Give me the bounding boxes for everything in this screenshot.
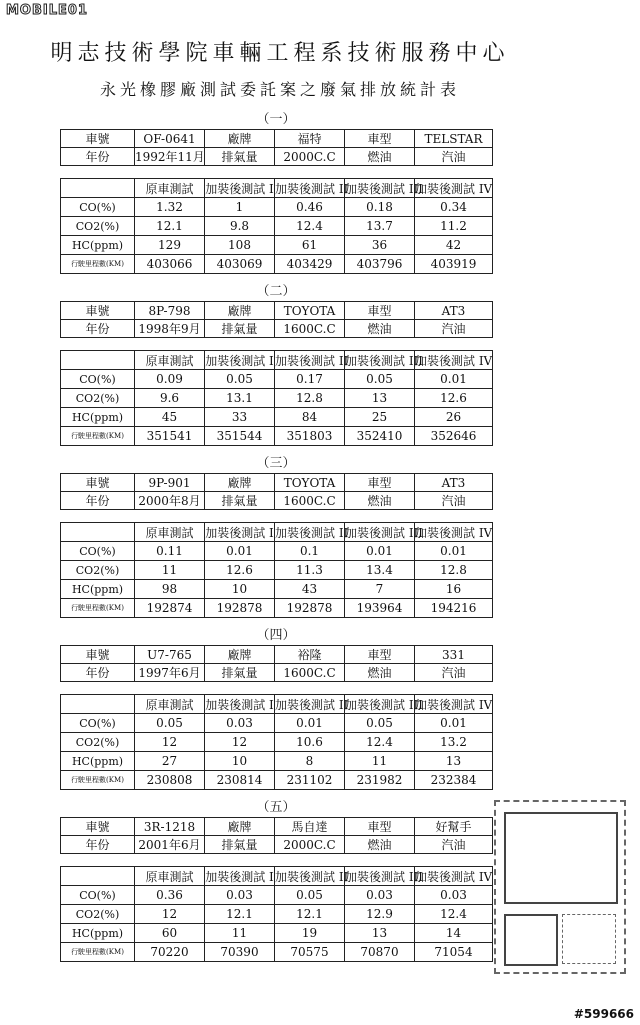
info-row xyxy=(61,130,493,148)
info-value-cell: 3R-1218 xyxy=(135,818,205,836)
value-cell: 45 xyxy=(135,408,205,427)
value-cell: 0.05 xyxy=(205,370,275,389)
info-label-cell: 車號 xyxy=(61,130,135,148)
table-row xyxy=(61,542,493,561)
column-header-cell: 原車測試 xyxy=(135,523,205,542)
info-label-cell: 燃油 xyxy=(345,492,415,510)
value-cell: 230814 xyxy=(205,771,275,790)
info-label-cell: 廠牌 xyxy=(205,130,275,148)
info-row xyxy=(61,836,493,854)
value-cell: 71054 xyxy=(415,943,493,962)
info-label-cell: 年份 xyxy=(61,148,135,166)
column-header-cell: 加裝後測試 II xyxy=(275,523,345,542)
value-cell: 0.17 xyxy=(275,370,345,389)
column-header-cell: 加裝後測試 I xyxy=(205,867,275,886)
value-cell: 11 xyxy=(345,752,415,771)
info-label-cell: 車型 xyxy=(345,818,415,836)
row-label-cell: 行駛里程數(KM) xyxy=(61,771,135,790)
table-row xyxy=(61,255,493,274)
seal-small-box xyxy=(504,914,558,966)
info-value-cell: 1600C.C xyxy=(275,320,345,338)
row-label-cell: CO2(%) xyxy=(61,905,135,924)
value-cell: 351803 xyxy=(275,427,345,446)
data-header-row xyxy=(61,695,493,714)
info-row xyxy=(61,646,493,664)
info-value-cell: 汽油 xyxy=(415,664,493,682)
column-header-cell: 加裝後測試 I xyxy=(205,523,275,542)
column-header-cell: 加裝後測試 I xyxy=(205,695,275,714)
value-cell: 231102 xyxy=(275,771,345,790)
info-value-cell: 好幫手 xyxy=(415,818,493,836)
info-value-cell: 汽油 xyxy=(415,320,493,338)
column-header-cell: 加裝後測試 IV xyxy=(415,523,493,542)
value-cell: 403429 xyxy=(275,255,345,274)
info-value-cell: 1600C.C xyxy=(275,492,345,510)
info-label-cell: 燃油 xyxy=(345,148,415,166)
vehicle-info-table xyxy=(60,817,493,854)
value-cell: 230808 xyxy=(135,771,205,790)
value-cell: 12 xyxy=(205,733,275,752)
column-header-cell xyxy=(61,695,135,714)
info-label-cell: 排氣量 xyxy=(205,320,275,338)
seal-main-box xyxy=(504,812,618,904)
value-cell: 10 xyxy=(205,580,275,599)
value-cell: 11 xyxy=(135,561,205,580)
info-value-cell: 福特 xyxy=(275,130,345,148)
value-cell: 0.05 xyxy=(345,370,415,389)
value-cell: 61 xyxy=(275,236,345,255)
value-cell: 0.34 xyxy=(415,198,493,217)
column-header-cell: 原車測試 xyxy=(135,695,205,714)
value-cell: 0.36 xyxy=(135,886,205,905)
info-value-cell: 2000C.C xyxy=(275,836,345,854)
value-cell: 192878 xyxy=(275,599,345,618)
row-label-cell: HC(ppm) xyxy=(61,408,135,427)
section-label: （一） xyxy=(256,112,296,127)
value-cell: 10.6 xyxy=(275,733,345,752)
value-cell: 13 xyxy=(415,752,493,771)
column-header-cell: 加裝後測試 III xyxy=(345,523,415,542)
value-cell: 12.8 xyxy=(275,389,345,408)
emission-data-table xyxy=(60,178,493,274)
data-header-row xyxy=(61,179,493,198)
info-label-cell: 燃油 xyxy=(345,664,415,682)
info-label-cell: 車型 xyxy=(345,646,415,664)
info-row xyxy=(61,492,493,510)
table-row xyxy=(61,236,493,255)
document-id: #599666 xyxy=(573,1007,634,1021)
info-label-cell: 廠牌 xyxy=(205,302,275,320)
value-cell: 13.1 xyxy=(205,389,275,408)
info-value-cell: 2000C.C xyxy=(275,148,345,166)
info-value-cell: 1992年11月 xyxy=(135,148,205,166)
info-value-cell: 2000年8月 xyxy=(135,492,205,510)
info-value-cell: 1998年9月 xyxy=(135,320,205,338)
info-value-cell: 1600C.C xyxy=(275,664,345,682)
info-value-cell: 裕隆 xyxy=(275,646,345,664)
value-cell: 0.01 xyxy=(415,542,493,561)
official-seal-stamp xyxy=(494,800,626,974)
value-cell: 0.01 xyxy=(415,370,493,389)
info-label-cell: 年份 xyxy=(61,320,135,338)
value-cell: 12.9 xyxy=(345,905,415,924)
value-cell: 12.1 xyxy=(135,217,205,236)
value-cell: 70870 xyxy=(345,943,415,962)
value-cell: 129 xyxy=(135,236,205,255)
value-cell: 0.1 xyxy=(275,542,345,561)
value-cell: 0.03 xyxy=(345,886,415,905)
column-header-cell: 加裝後測試 III xyxy=(345,695,415,714)
info-row xyxy=(61,664,493,682)
row-label-cell: 行駛里程數(KM) xyxy=(61,943,135,962)
value-cell: 12 xyxy=(135,905,205,924)
value-cell: 42 xyxy=(415,236,493,255)
section-label: （五） xyxy=(256,800,296,815)
value-cell: 403069 xyxy=(205,255,275,274)
info-label-cell: 年份 xyxy=(61,492,135,510)
value-cell: 403796 xyxy=(345,255,415,274)
value-cell: 13 xyxy=(345,389,415,408)
data-header-row xyxy=(61,867,493,886)
value-cell: 0.46 xyxy=(275,198,345,217)
info-row xyxy=(61,474,493,492)
table-row xyxy=(61,714,493,733)
table-row xyxy=(61,924,493,943)
column-header-cell: 加裝後測試 I xyxy=(205,351,275,370)
value-cell: 12.4 xyxy=(415,905,493,924)
row-label-cell: 行駛里程數(KM) xyxy=(61,427,135,446)
data-header-row xyxy=(61,351,493,370)
emission-data-table xyxy=(60,522,493,618)
page-title: 明志技術學院車輛工程系技術服務中心 xyxy=(50,41,510,66)
section-label: （二） xyxy=(256,284,296,299)
info-value-cell: 汽油 xyxy=(415,492,493,510)
value-cell: 13.4 xyxy=(345,561,415,580)
value-cell: 0.03 xyxy=(415,886,493,905)
info-label-cell: 年份 xyxy=(61,664,135,682)
row-label-cell: CO(%) xyxy=(61,542,135,561)
table-row xyxy=(61,733,493,752)
data-header-row xyxy=(61,523,493,542)
value-cell: 0.05 xyxy=(135,714,205,733)
value-cell: 0.01 xyxy=(345,542,415,561)
vehicle-info-table xyxy=(60,129,493,166)
emission-data-table xyxy=(60,694,493,790)
seal-side-box xyxy=(562,914,616,964)
value-cell: 13.2 xyxy=(415,733,493,752)
column-header-cell: 加裝後測試 II xyxy=(275,867,345,886)
value-cell: 25 xyxy=(345,408,415,427)
info-label-cell: 排氣量 xyxy=(205,492,275,510)
info-value-cell: 8P-798 xyxy=(135,302,205,320)
value-cell: 8 xyxy=(275,752,345,771)
column-header-cell: 加裝後測試 III xyxy=(345,179,415,198)
value-cell: 12.1 xyxy=(205,905,275,924)
value-cell: 12.6 xyxy=(205,561,275,580)
table-row xyxy=(61,943,493,962)
info-label-cell: 廠牌 xyxy=(205,818,275,836)
vehicle-info-table xyxy=(60,645,493,682)
value-cell: 0.01 xyxy=(415,714,493,733)
value-cell: 0.01 xyxy=(205,542,275,561)
value-cell: 43 xyxy=(275,580,345,599)
column-header-cell: 加裝後測試 II xyxy=(275,179,345,198)
info-value-cell: 汽油 xyxy=(415,148,493,166)
value-cell: 1 xyxy=(205,198,275,217)
value-cell: 13.7 xyxy=(345,217,415,236)
value-cell: 403066 xyxy=(135,255,205,274)
value-cell: 12.8 xyxy=(415,561,493,580)
column-header-cell: 加裝後測試 I xyxy=(205,179,275,198)
column-header-cell: 原車測試 xyxy=(135,179,205,198)
value-cell: 13 xyxy=(345,924,415,943)
value-cell: 0.09 xyxy=(135,370,205,389)
value-cell: 0.01 xyxy=(275,714,345,733)
value-cell: 12.1 xyxy=(275,905,345,924)
value-cell: 70390 xyxy=(205,943,275,962)
value-cell: 12.6 xyxy=(415,389,493,408)
info-value-cell: 馬自達 xyxy=(275,818,345,836)
info-row xyxy=(61,302,493,320)
value-cell: 192874 xyxy=(135,599,205,618)
info-label-cell: 廠牌 xyxy=(205,646,275,664)
table-row xyxy=(61,561,493,580)
value-cell: 1.32 xyxy=(135,198,205,217)
table-row xyxy=(61,580,493,599)
table-row xyxy=(61,198,493,217)
row-label-cell: CO(%) xyxy=(61,886,135,905)
table-row xyxy=(61,370,493,389)
value-cell: 193964 xyxy=(345,599,415,618)
row-label-cell: HC(ppm) xyxy=(61,752,135,771)
value-cell: 231982 xyxy=(345,771,415,790)
table-row xyxy=(61,752,493,771)
info-row xyxy=(61,148,493,166)
info-value-cell: OF-0641 xyxy=(135,130,205,148)
value-cell: 0.03 xyxy=(205,886,275,905)
info-label-cell: 年份 xyxy=(61,836,135,854)
row-label-cell: CO2(%) xyxy=(61,389,135,408)
info-value-cell: 汽油 xyxy=(415,836,493,854)
table-row xyxy=(61,905,493,924)
info-label-cell: 廠牌 xyxy=(205,474,275,492)
column-header-cell: 原車測試 xyxy=(135,867,205,886)
value-cell: 0.11 xyxy=(135,542,205,561)
value-cell: 0.18 xyxy=(345,198,415,217)
value-cell: 0.05 xyxy=(275,886,345,905)
column-header-cell xyxy=(61,867,135,886)
column-header-cell xyxy=(61,523,135,542)
table-row xyxy=(61,599,493,618)
info-label-cell: 車型 xyxy=(345,130,415,148)
section-label: （四） xyxy=(256,628,296,643)
value-cell: 9.8 xyxy=(205,217,275,236)
value-cell: 12 xyxy=(135,733,205,752)
value-cell: 26 xyxy=(415,408,493,427)
info-row xyxy=(61,818,493,836)
info-value-cell: AT3 xyxy=(415,302,493,320)
row-label-cell: CO(%) xyxy=(61,370,135,389)
value-cell: 352646 xyxy=(415,427,493,446)
column-header-cell: 加裝後測試 IV xyxy=(415,351,493,370)
info-row xyxy=(61,320,493,338)
table-row xyxy=(61,886,493,905)
value-cell: 16 xyxy=(415,580,493,599)
info-value-cell: 2001年6月 xyxy=(135,836,205,854)
info-label-cell: 燃油 xyxy=(345,320,415,338)
row-label-cell: 行駛里程數(KM) xyxy=(61,255,135,274)
column-header-cell: 加裝後測試 IV xyxy=(415,179,493,198)
value-cell: 84 xyxy=(275,408,345,427)
value-cell: 232384 xyxy=(415,771,493,790)
value-cell: 11.3 xyxy=(275,561,345,580)
column-header-cell: 加裝後測試 IV xyxy=(415,695,493,714)
section-label: （三） xyxy=(256,456,296,471)
column-header-cell xyxy=(61,351,135,370)
table-row xyxy=(61,427,493,446)
value-cell: 9.6 xyxy=(135,389,205,408)
value-cell: 0.05 xyxy=(345,714,415,733)
emission-data-table xyxy=(60,350,493,446)
value-cell: 27 xyxy=(135,752,205,771)
row-label-cell: CO(%) xyxy=(61,714,135,733)
value-cell: 403919 xyxy=(415,255,493,274)
column-header-cell: 加裝後測試 II xyxy=(275,695,345,714)
emission-data-table xyxy=(60,866,493,962)
value-cell: 14 xyxy=(415,924,493,943)
row-label-cell: HC(ppm) xyxy=(61,924,135,943)
value-cell: 11.2 xyxy=(415,217,493,236)
info-label-cell: 車型 xyxy=(345,302,415,320)
info-value-cell: AT3 xyxy=(415,474,493,492)
column-header-cell xyxy=(61,179,135,198)
info-label-cell: 燃油 xyxy=(345,836,415,854)
value-cell: 11 xyxy=(205,924,275,943)
table-row xyxy=(61,389,493,408)
value-cell: 12.4 xyxy=(275,217,345,236)
info-value-cell: 1997年6月 xyxy=(135,664,205,682)
table-row xyxy=(61,217,493,236)
row-label-cell: HC(ppm) xyxy=(61,580,135,599)
info-label-cell: 排氣量 xyxy=(205,664,275,682)
value-cell: 351541 xyxy=(135,427,205,446)
column-header-cell: 加裝後測試 III xyxy=(345,867,415,886)
row-label-cell: CO2(%) xyxy=(61,561,135,580)
value-cell: 351544 xyxy=(205,427,275,446)
value-cell: 12.4 xyxy=(345,733,415,752)
info-label-cell: 車型 xyxy=(345,474,415,492)
value-cell: 19 xyxy=(275,924,345,943)
value-cell: 108 xyxy=(205,236,275,255)
value-cell: 33 xyxy=(205,408,275,427)
row-label-cell: CO(%) xyxy=(61,198,135,217)
info-value-cell: TOYOTA xyxy=(275,474,345,492)
column-header-cell: 加裝後測試 III xyxy=(345,351,415,370)
info-value-cell: TELSTAR xyxy=(415,130,493,148)
info-label-cell: 排氣量 xyxy=(205,148,275,166)
info-label-cell: 車號 xyxy=(61,818,135,836)
column-header-cell: 加裝後測試 IV xyxy=(415,867,493,886)
value-cell: 60 xyxy=(135,924,205,943)
value-cell: 192878 xyxy=(205,599,275,618)
info-value-cell: 331 xyxy=(415,646,493,664)
info-value-cell: TOYOTA xyxy=(275,302,345,320)
info-label-cell: 車號 xyxy=(61,646,135,664)
page-subtitle: 永光橡膠廠測試委託案之廢氣排放統計表 xyxy=(99,80,460,99)
value-cell: 0.03 xyxy=(205,714,275,733)
value-cell: 194216 xyxy=(415,599,493,618)
value-cell: 70220 xyxy=(135,943,205,962)
column-header-cell: 加裝後測試 II xyxy=(275,351,345,370)
table-row xyxy=(61,771,493,790)
vehicle-info-table xyxy=(60,301,493,338)
column-header-cell: 原車測試 xyxy=(135,351,205,370)
row-label-cell: CO2(%) xyxy=(61,733,135,752)
value-cell: 10 xyxy=(205,752,275,771)
info-value-cell: U7-765 xyxy=(135,646,205,664)
info-label-cell: 排氣量 xyxy=(205,836,275,854)
info-label-cell: 車號 xyxy=(61,474,135,492)
table-row xyxy=(61,408,493,427)
value-cell: 98 xyxy=(135,580,205,599)
value-cell: 36 xyxy=(345,236,415,255)
row-label-cell: HC(ppm) xyxy=(61,236,135,255)
watermark-logo: MOBILE01 xyxy=(6,3,88,18)
value-cell: 70575 xyxy=(275,943,345,962)
vehicle-info-table xyxy=(60,473,493,510)
row-label-cell: CO2(%) xyxy=(61,217,135,236)
value-cell: 352410 xyxy=(345,427,415,446)
row-label-cell: 行駛里程數(KM) xyxy=(61,599,135,618)
value-cell: 7 xyxy=(345,580,415,599)
info-label-cell: 車號 xyxy=(61,302,135,320)
info-value-cell: 9P-901 xyxy=(135,474,205,492)
